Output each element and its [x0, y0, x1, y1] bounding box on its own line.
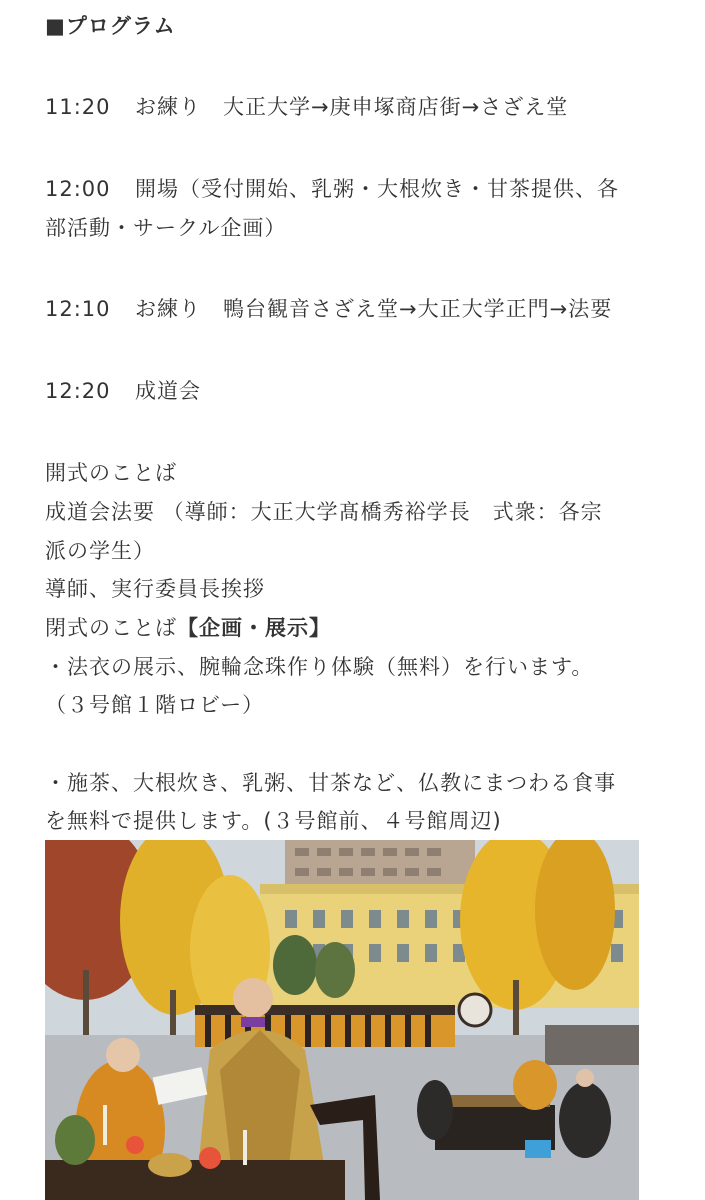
- schedule-text: お練り 大正大学→庚申塚商店街→さざえ堂: [135, 95, 569, 119]
- schedule-text: お練り 鴨台観音さざえ堂→大正大学正門→法要: [135, 297, 613, 321]
- ceremony-line: 成道会法要 （導師：大正大学髙橋秀裕学長 式衆：各宗: [45, 500, 603, 524]
- schedule-time: 11:20: [45, 95, 111, 119]
- schedule-time: 12:00: [45, 177, 111, 201]
- schedule-text: 開場（受付開始、乳粥・大根炊き・甘茶提供、各: [135, 177, 619, 201]
- ceremony-line: 開式のことば: [45, 461, 177, 485]
- exhibit-heading: 【企画・展示】: [177, 616, 331, 640]
- ceremony-line: 派の学生）: [45, 539, 155, 563]
- closing-words: 閉式のことば: [45, 616, 177, 640]
- ceremony-line: 導師、実行委員長挨拶: [45, 577, 265, 601]
- exhibit-line: （３号館１階ロビー）: [45, 693, 265, 717]
- food-line: を無料で提供します。(３号館前、４号館周辺): [45, 809, 502, 833]
- schedule-item: [45, 372, 201, 411]
- event-photo: [45, 840, 639, 1200]
- schedule-item: [45, 170, 619, 209]
- schedule-item: [45, 88, 568, 127]
- exhibit-line: ・法衣の展示、腕輪念珠作り体験（無料）を行います。: [45, 655, 594, 679]
- ceremony-line: [45, 609, 331, 648]
- schedule-time: 12:10: [45, 297, 111, 321]
- food-line: ・施茶、大根炊き、乳粥、甘茶など、仏教にまつわる食事: [45, 771, 617, 795]
- schedule-item: [45, 290, 612, 329]
- schedule-text-continued: 部活動・サークル企画）: [45, 216, 287, 240]
- section-heading: ■プログラム: [45, 14, 176, 38]
- schedule-text: 成道会: [135, 379, 201, 403]
- schedule-time: 12:20: [45, 379, 111, 403]
